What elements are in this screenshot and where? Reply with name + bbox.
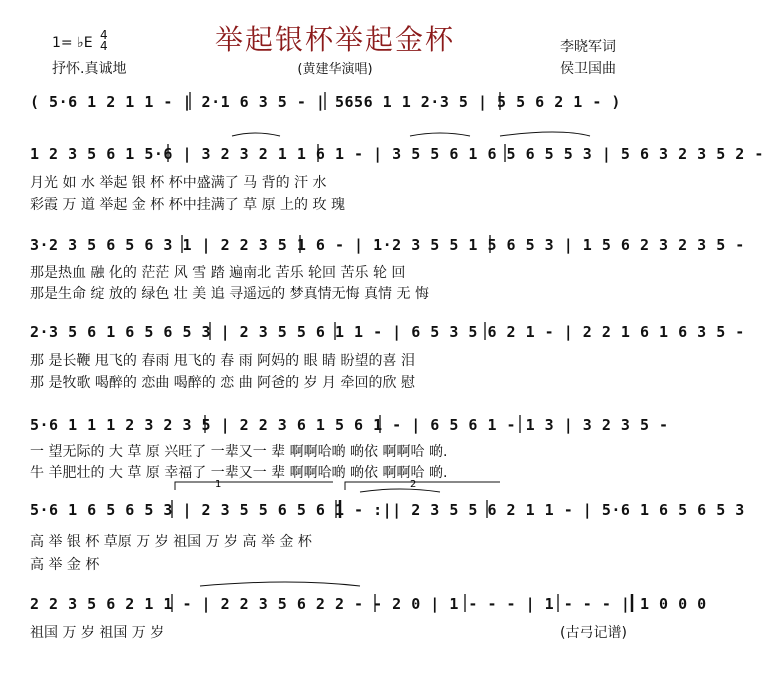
lyric-row-4-verse-1: 那 是长鞭 甩飞的 春雨 甩飞的 春 雨 阿妈的 眼 睛 盼望的喜 泪 [30, 353, 415, 369]
song-title: 举起银杯举起金杯 [214, 23, 455, 56]
meter-bottom: 4 [100, 39, 108, 53]
notation-row-1: ( 5·6 1 2 1 1 - | 2·1 6 3 5 - | 5656 1 1 2·3 5 | 5 5 6 2 1 - ) [30, 93, 621, 111]
lyric-row-5-verse-2: 牛 羊肥壮的 大 草 原 幸福了 一辈又一 辈 啊啊哈啲 啲依 啊啊哈 啲. [30, 465, 448, 481]
lyric-row-2-verse-2: 彩霞 万 道 举起 金 杯 杯中挂满了 草 原 上的 玫 瑰 [30, 197, 345, 213]
lyric-row-3-verse-1: 那是热血 融 化的 茫茫 风 雪 踏 遍南北 苦乐 轮回 苦乐 轮 回 [30, 265, 406, 281]
notation-row-7: 2 2 3 5 6 2 1 1 - | 2 2 3 5 6 2 2 - - 2 0 | 1 - - - | 1 - - - | 1 0 0 0 [30, 595, 707, 613]
lyric-row-5-verse-1: 一 望无际的 大 草 原 兴旺了 一辈又一 辈 啊啊哈啲 啲依 啊啊哈 啲. [30, 444, 448, 460]
notation-row-5: 5·6 1 1 1 2 3 2 3 5 | 2 2 3 6 1 5 6 1 - | 6 5 6 1 - 1 3 | 3 2 3 5 - [30, 416, 669, 434]
performance-style: 抒怀.真诚地 [52, 61, 127, 77]
notation-row-4: 2·3 5 6 1 6 5 6 5 3 | 2 3 5 5 6 1 1 - | 6 5 3 5 6 2 1 - | 2 2 1 6 1 6 3 5 - [30, 323, 745, 341]
lyric-row-2-verse-1: 月光 如 水 举起 银 杯 杯中盛满了 马 背的 汗 水 [30, 175, 327, 191]
transcriber-credit: (古弓记谱) [560, 625, 627, 641]
key-signature: 1= ♭E [52, 35, 93, 51]
notation-row-6: 5·6 1 6 5 6 5 3 | 2 3 5 5 6 5 6 1 - :|| 2 3 5 5 6 2 1 1 - | 5·6 1 6 5 6 5 3 [30, 501, 745, 519]
lyric-row-3-verse-2: 那是生命 绽 放的 绿色 壮 美 追 寻遥远的 梦真情无悔 真情 无 悔 [30, 286, 429, 302]
lyric-row-6-verse-1: 高 举 银 杯 草原 万 岁 祖国 万 岁 高 举 金 杯 [30, 534, 312, 550]
meter-top: 4 [100, 28, 108, 42]
lyric-row-6-verse-2: 高 举 金 杯 [30, 557, 100, 573]
time-signature [100, 30, 108, 52]
svg-text:2: 2 [410, 479, 417, 490]
lyric-row-4-verse-2: 那 是牧歌 喝醉的 恋曲 喝醉的 恋 曲 阿爸的 岁 月 牵回的欣 慰 [30, 375, 415, 391]
svg-text:1: 1 [215, 479, 222, 490]
notation-row-2: 1 2 3 5 6 1 5·6 | 3 2 3 2 1 1 6 1 - | 3 5 5 6 1 6 5 6 5 5 3 | 5 6 3 2 3 5 2 - [30, 145, 764, 163]
lyricist-credit: 李晓军词 [560, 39, 616, 55]
notation-row-3: 3·2 3 5 6 5 6 3 1 | 2 2 3 5 1 6 - | 1·2 3 5 5 1 5 6 5 3 | 1 5 6 2 3 2 3 5 - [30, 236, 745, 254]
lyric-row-7-verse-1: 祖国 万 岁 祖国 万 岁 [30, 625, 165, 641]
singer-credit: (黄建华演唱) [297, 62, 373, 77]
composer-credit: 侯卫国曲 [560, 61, 616, 77]
